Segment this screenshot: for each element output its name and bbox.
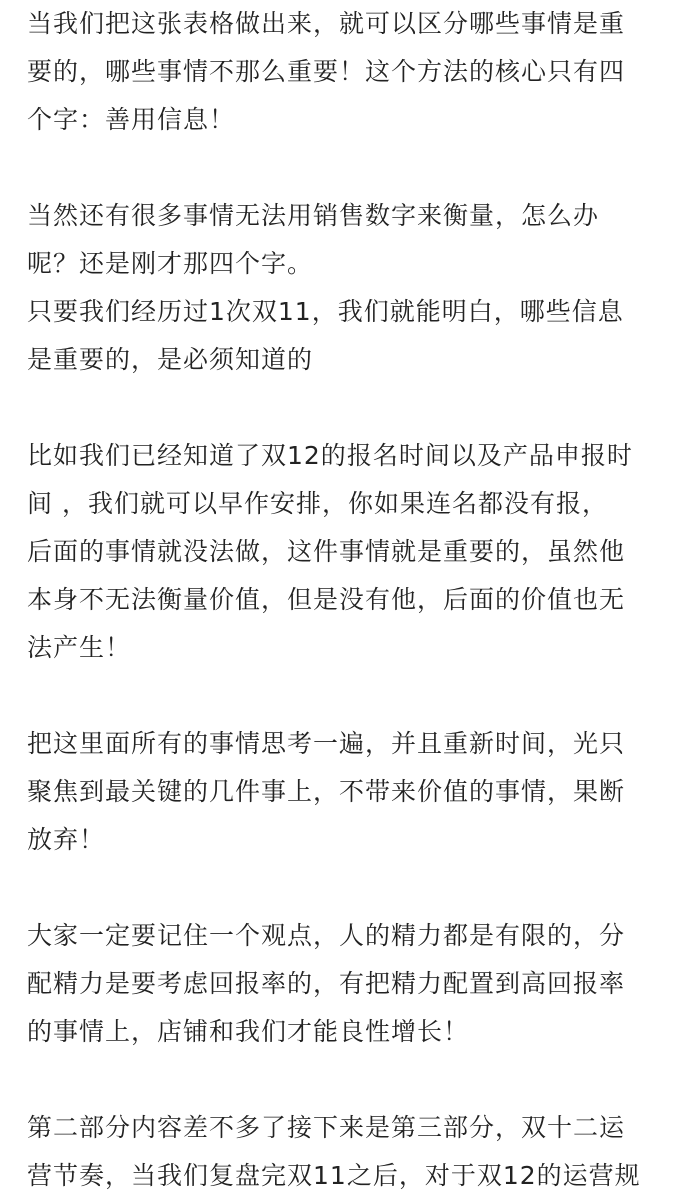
text-line: 放弃！: [27, 825, 106, 854]
text-line: 把这里面所有的事情思考一遍，并且重新时间，光只: [27, 729, 626, 758]
text-line: 聚焦到最关键的几件事上，不带来价值的事情，果断: [27, 777, 626, 806]
text-line: 后面的事情就没法做，这件事情就是重要的，虽然他: [27, 537, 626, 566]
paragraph-spacer: [27, 384, 667, 432]
paragraph-2: [27, 192, 667, 384]
text-line: 个字：善用信息！: [27, 105, 236, 134]
text-line: 法产生！: [27, 633, 132, 662]
paragraph-3: [27, 432, 667, 672]
text-line: 间 ，我们就可以早作安排，你如果连名都没有报，: [27, 489, 608, 518]
text-line: 是重要的，是必须知道的: [27, 345, 314, 374]
paragraph-4: [27, 720, 667, 864]
article-body: [27, 0, 667, 1200]
text-line: 只要我们经历过1次双11，我们就能明白，哪些信息: [27, 297, 624, 326]
paragraph-spacer: [27, 864, 667, 912]
paragraph-6: [27, 1104, 667, 1200]
text-line: 要的，哪些事情不那么重要！这个方法的核心只有四: [27, 57, 626, 86]
text-line: 本身不无法衡量价值，但是没有他，后面的价值也无: [27, 585, 626, 614]
text-line: 呢？还是刚才那四个字。: [27, 249, 314, 278]
paragraph-1: [27, 0, 667, 144]
paragraph-5: [27, 912, 667, 1056]
text-line: 配精力是要考虑回报率的，有把精力配置到高回报率: [27, 969, 626, 998]
text-line: 比如我们已经知道了双12的报名时间以及产品申报时: [27, 441, 633, 470]
paragraph-spacer: [27, 672, 667, 720]
paragraph-spacer: [27, 1056, 667, 1104]
text-line: 的事情上，店铺和我们才能良性增长！: [27, 1017, 470, 1046]
paragraph-spacer: [27, 144, 667, 192]
text-line: 第二部分内容差不多了接下来是第三部分，双十二运: [27, 1113, 626, 1142]
text-line: 大家一定要记住一个观点，人的精力都是有限的，分: [27, 921, 626, 950]
text-line: 当我们把这张表格做出来，就可以区分哪些事情是重: [27, 9, 626, 38]
text-line: 当然还有很多事情无法用销售数字来衡量，怎么办: [27, 201, 600, 230]
text-line: 营节奏，当我们复盘完双11之后，对于双12的运营规: [27, 1161, 641, 1190]
